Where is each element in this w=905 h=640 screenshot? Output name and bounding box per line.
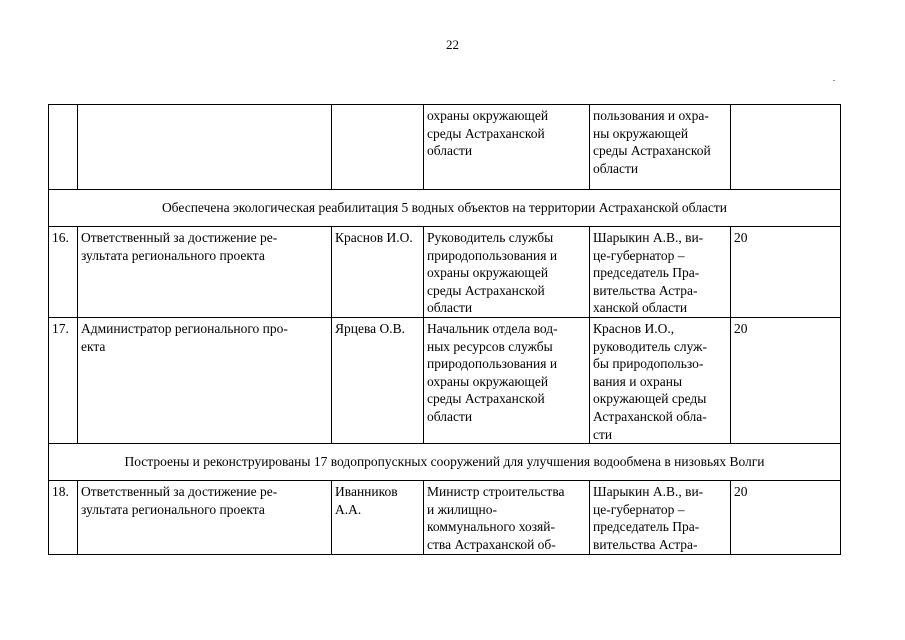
supervisor-cell: Краснов И.О., руководитель служ- бы природопользо- вания и охраны окружающей среды Астраханской обла- сти [590,317,731,443]
page-number: 22 [446,37,459,52]
scan-artifact [833,80,835,81]
position-cell: Начальник отдела вод- ных ресурсов службы природопользования и охраны окружающей среды Астраханской области [424,317,590,443]
row-number-cell [49,105,78,190]
position-cell: Министр строительства и жилищно- коммунального хозяй- ства Астраханской об- [424,481,590,554]
section-heading-row [49,444,841,481]
role-cell: Ответственный за достижение ре- зультата регионального проекта [78,481,332,554]
load-cell: 20 [731,481,841,554]
role-cell [78,105,332,190]
position-cell: Руководитель службы природопользования и охраны окружающей среды Астраханской области [424,227,590,318]
load-cell [731,105,841,190]
role-cell: Администратор регионального про- екта [78,317,332,443]
table-row [49,105,841,190]
section-heading-row [49,190,841,227]
supervisor-cell: пользования и охра- ны окружающей среды Астраханской области [590,105,731,190]
load-cell: 20 [731,227,841,318]
name-cell: Ярцева О.В. [332,317,424,443]
section-heading: Обеспечена экологическая реабилитация 5 водных объектов на территории Астраханской области [49,190,841,227]
supervisor-cell: Шарыкин А.В., ви- це-губернатор – председатель Пра- вительства Астра- [590,481,731,554]
role-cell: Ответственный за достижение ре- зультата регионального проекта [78,227,332,318]
supervisor-cell: Шарыкин А.В., ви- це-губернатор – председатель Пра- вительства Астра- ханской области [590,227,731,318]
name-cell: Краснов И.О. [332,227,424,318]
table-row [49,227,841,318]
name-cell: Иванников А.А. [332,481,424,554]
row-number-cell: 16. [49,227,78,318]
table-row [49,317,841,443]
load-cell: 20 [731,317,841,443]
project-participants-table [48,104,841,555]
row-number-cell: 18. [49,481,78,554]
position-cell: охраны окружающей среды Астраханской области [424,105,590,190]
section-heading: Построены и реконструированы 17 водопропускных сооружений для улучшения водообмена в низовьях Волги [49,444,841,481]
name-cell [332,105,424,190]
row-number-cell: 17. [49,317,78,443]
table-row [49,481,841,554]
